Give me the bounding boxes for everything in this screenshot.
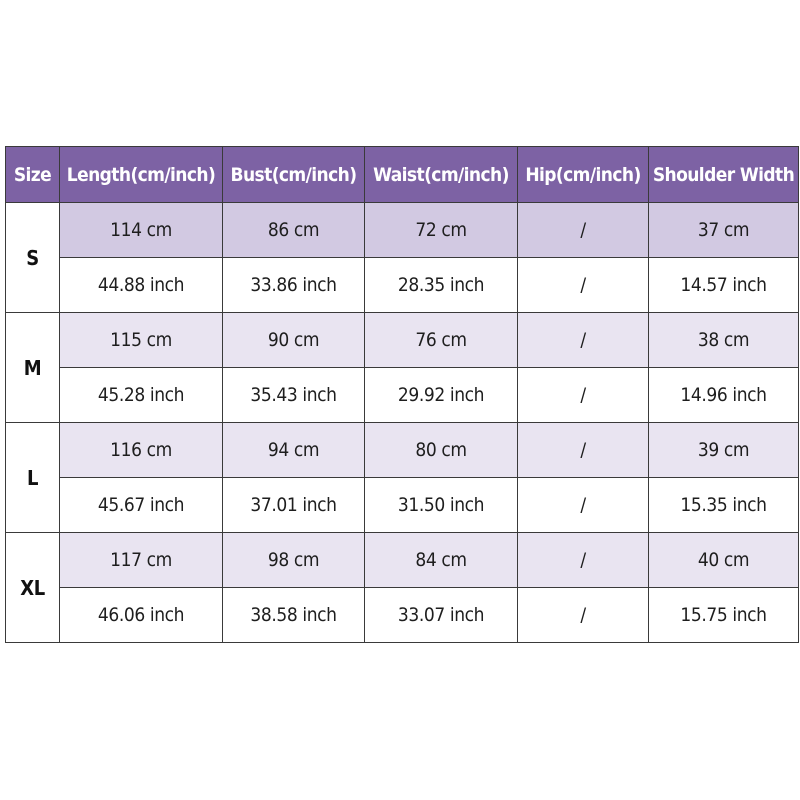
size-label-xl: XL <box>6 533 60 643</box>
table-row-m-inch <box>6 368 799 423</box>
cell-length-cm: 115 cm <box>60 313 223 368</box>
table-body <box>6 203 799 643</box>
cell-waist-inch: 31.50 inch <box>365 478 518 533</box>
table-row-m-cm <box>6 313 799 368</box>
cell-waist-inch: 28.35 inch <box>365 258 518 313</box>
cell-shoulder-inch: 14.96 inch <box>649 368 799 423</box>
cell-shoulder-cm: 39 cm <box>649 423 799 478</box>
header-hip: Hip(cm/inch) <box>518 147 649 203</box>
cell-bust-cm: 86 cm <box>223 203 365 258</box>
cell-waist-cm: 76 cm <box>365 313 518 368</box>
size-label-l: L <box>6 423 60 533</box>
cell-waist-inch: 33.07 inch <box>365 588 518 643</box>
table-row-s-cm <box>6 203 799 258</box>
header-shoulder-width: Shoulder Width <box>649 147 799 203</box>
cell-hip-cm: / <box>518 533 649 588</box>
cell-waist-cm: 72 cm <box>365 203 518 258</box>
cell-shoulder-cm: 37 cm <box>649 203 799 258</box>
cell-hip-inch: / <box>518 258 649 313</box>
cell-shoulder-inch: 15.35 inch <box>649 478 799 533</box>
cell-length-inch: 44.88 inch <box>60 258 223 313</box>
header-waist: Waist(cm/inch) <box>365 147 518 203</box>
cell-waist-inch: 29.92 inch <box>365 368 518 423</box>
cell-hip-cm: / <box>518 203 649 258</box>
table-header <box>6 147 799 203</box>
cell-length-cm: 117 cm <box>60 533 223 588</box>
cell-length-inch: 45.28 inch <box>60 368 223 423</box>
cell-waist-cm: 84 cm <box>365 533 518 588</box>
cell-shoulder-inch: 15.75 inch <box>649 588 799 643</box>
cell-shoulder-inch: 14.57 inch <box>649 258 799 313</box>
header-bust: Bust(cm/inch) <box>223 147 365 203</box>
cell-hip-inch: / <box>518 478 649 533</box>
cell-shoulder-cm: 38 cm <box>649 313 799 368</box>
size-chart-table <box>5 146 799 643</box>
table-row-l-cm <box>6 423 799 478</box>
cell-bust-cm: 90 cm <box>223 313 365 368</box>
table-row-xl-cm <box>6 533 799 588</box>
cell-hip-inch: / <box>518 368 649 423</box>
table-row-l-inch <box>6 478 799 533</box>
cell-length-inch: 45.67 inch <box>60 478 223 533</box>
header-size: Size <box>6 147 60 203</box>
cell-bust-inch: 38.58 inch <box>223 588 365 643</box>
cell-shoulder-cm: 40 cm <box>649 533 799 588</box>
header-length: Length(cm/inch) <box>60 147 223 203</box>
cell-bust-inch: 35.43 inch <box>223 368 365 423</box>
cell-hip-inch: / <box>518 588 649 643</box>
table-row-s-inch <box>6 258 799 313</box>
cell-length-cm: 114 cm <box>60 203 223 258</box>
cell-bust-inch: 33.86 inch <box>223 258 365 313</box>
cell-length-inch: 46.06 inch <box>60 588 223 643</box>
size-label-s: S <box>6 203 60 313</box>
cell-hip-cm: / <box>518 423 649 478</box>
size-label-m: M <box>6 313 60 423</box>
cell-hip-cm: / <box>518 313 649 368</box>
cell-bust-cm: 98 cm <box>223 533 365 588</box>
cell-length-cm: 116 cm <box>60 423 223 478</box>
cell-bust-inch: 37.01 inch <box>223 478 365 533</box>
table-row-xl-inch <box>6 588 799 643</box>
cell-bust-cm: 94 cm <box>223 423 365 478</box>
cell-waist-cm: 80 cm <box>365 423 518 478</box>
header-row <box>6 147 799 203</box>
